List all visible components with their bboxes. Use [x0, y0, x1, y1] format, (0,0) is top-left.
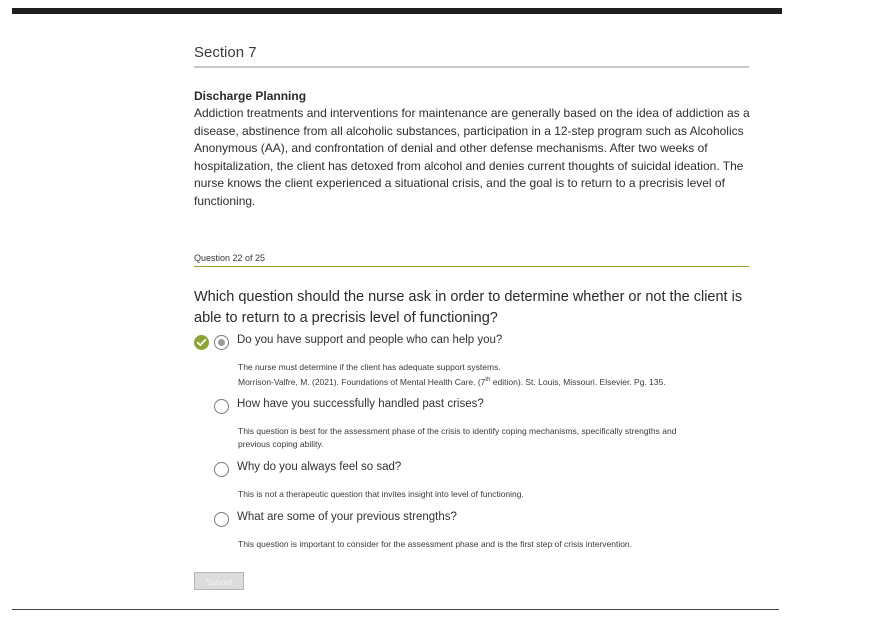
- rationale-line: This question is important to consider for the assessment phase and is the first step of crisis intervention.: [238, 539, 633, 549]
- citation-superscript: th: [485, 376, 491, 383]
- case-study-line: nurse knows the client experienced a situational crisis, and the goal is to return to a precrisis level of: [194, 176, 725, 191]
- question-stem-line: Which question should the nurse ask in order to determine whether or not the client is: [194, 289, 743, 305]
- answer-option-label[interactable]: Do you have support and people who can help you?: [237, 334, 503, 346]
- radio-button-icon[interactable]: [214, 399, 229, 414]
- citation-line: [238, 374, 738, 388]
- answer-rationale-1: [238, 361, 738, 388]
- section-divider: [194, 66, 749, 68]
- checkmark-circle-icon: [194, 335, 209, 350]
- question-stem-line: able to return to a precrisis level of functioning?: [194, 310, 498, 326]
- submit-button[interactable]: Submit: [194, 572, 244, 590]
- rationale-line: The nurse must determine if the client has adequate support systems.: [238, 362, 501, 372]
- citation-text: edition). St. Louis, Missouri. Elsevier. Pg. 135.: [490, 376, 666, 387]
- answer-option-label[interactable]: What are some of your previous strengths?: [237, 511, 457, 523]
- top-bar: [12, 8, 782, 14]
- answer-option-label[interactable]: How have you successfully handled past crises?: [237, 398, 484, 410]
- case-study-line: functioning.: [194, 193, 256, 208]
- question-counter: Question 22 of 25: [194, 253, 266, 263]
- rationale-line: This is not a therapeutic question that invites insight into level of functioning.: [238, 489, 524, 499]
- question-stem: [194, 287, 749, 329]
- answer-option-label[interactable]: Why do you always feel so sad?: [237, 461, 402, 473]
- answer-rationale-2: [238, 425, 738, 450]
- radio-button-icon[interactable]: [214, 335, 229, 350]
- case-study-heading: Discharge Planning: [194, 89, 307, 103]
- case-study-line: Anonymous (AA), and confrontation of denial and other defense mechanisms. After two weeks of: [194, 141, 708, 156]
- radio-button-icon[interactable]: [214, 462, 229, 477]
- rationale-line: previous coping ability.: [238, 438, 324, 449]
- question-divider: [194, 266, 749, 267]
- answer-rationale-3: [238, 488, 738, 501]
- case-study-line: hospitalization, the client has detoxed from alcohol and denies current thoughts of suicidal ideation. The: [194, 158, 744, 173]
- radio-button-icon[interactable]: [214, 512, 229, 527]
- case-study-line: Addiction treatments and interventions for maintenance are generally based on the idea of addiction as a: [194, 106, 750, 120]
- case-study-body: [194, 105, 750, 211]
- citation-text: Morrison-Valfre, M. (2021). Foundations of Mental Health Care. (7: [238, 376, 486, 387]
- bottom-divider: [12, 609, 779, 610]
- answer-rationale-4: [238, 538, 738, 551]
- section-title: Section 7: [194, 44, 257, 61]
- rationale-line: This question is best for the assessment phase of the crisis to identify coping mechanisms, specifically strengths and: [238, 426, 677, 436]
- case-study-line: disease, abstinence from all alcoholic substances, participation in a 12-step program such as Alcoholics: [194, 123, 744, 138]
